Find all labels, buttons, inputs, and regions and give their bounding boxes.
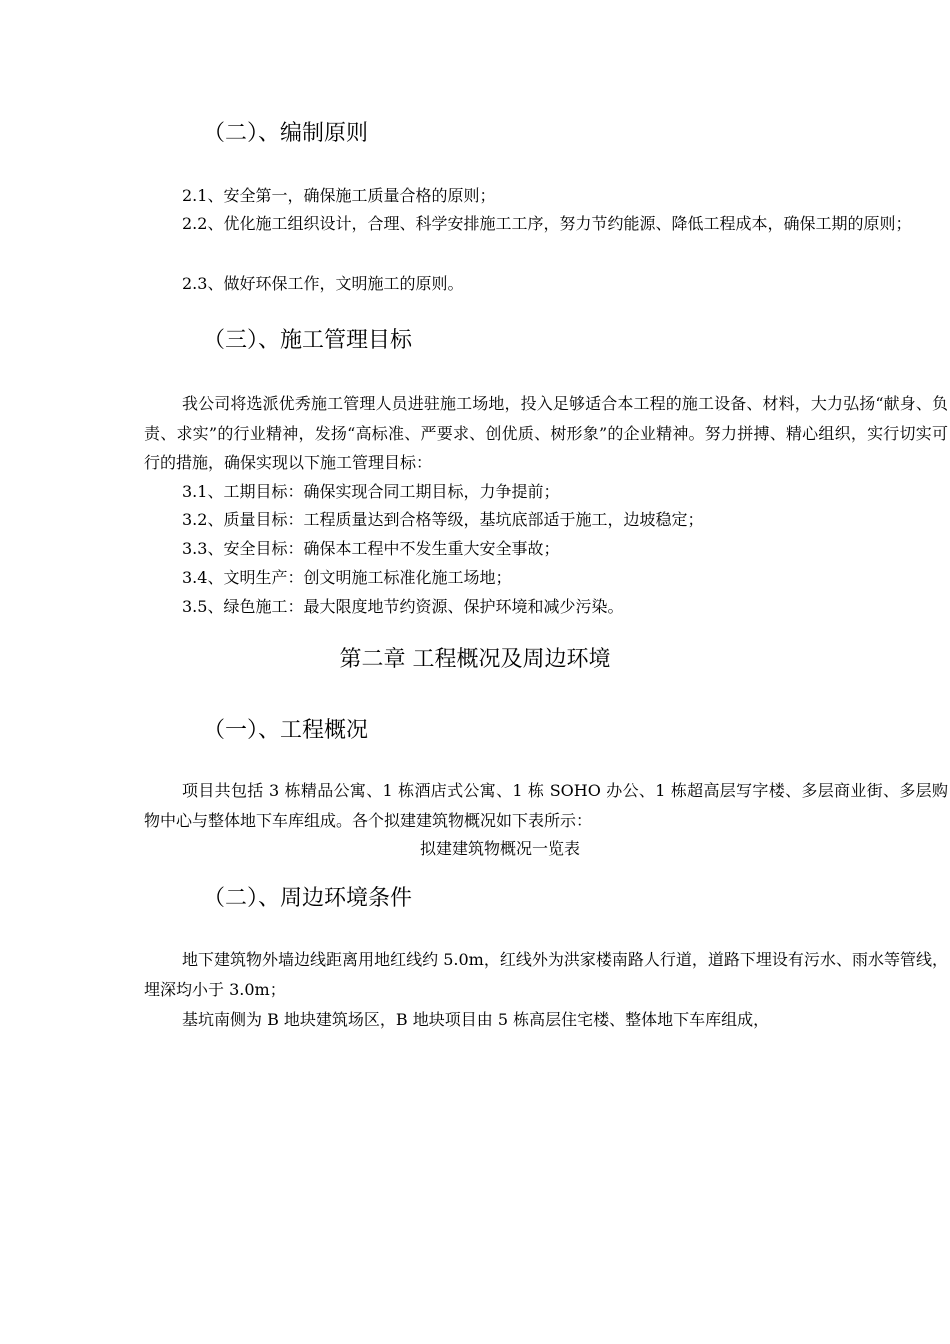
goal-item-3-5: 3.5、绿色施工：最大限度地节约资源、保护环境和减少污染。 — [182, 597, 624, 616]
principle-item-2-2: 2.2、优化施工组织设计，合理、科学安排施工工序，努力节约能源、降低工程成本，确保工期的原则； — [182, 214, 912, 233]
chapter-title: 第二章 工程概况及周边环境 — [339, 647, 611, 672]
table-caption: 拟建建筑物概况一览表 — [419, 839, 580, 858]
goal-item-3-3: 3.3、安全目标：确保本工程中不发生重大安全事故； — [182, 539, 560, 558]
section-heading-principles: （二）、编制原则 — [203, 121, 369, 146]
goals-intro-paragraph: 我公司将选派优秀施工管理人员进驻施工场地，投入足够适合本工程的施工设备、材料，大力弘扬“献身、负责、求实”的行业精神，发扬“高标准、严要求、创优质、树形象”的企业精神。努力拼搏、精心组织，实行切实可行的措施，确保实现以下施工管理目标： — [144, 394, 948, 472]
overview-paragraph: 项目共包括 3 栋精品公寓、1 栋酒店式公寓、1 栋 SOHO 办公、1 栋超高层写字楼、多层商业街、多层购物中心与整体地下车库组成。各个拟建建筑物概况如下表所示： — [144, 781, 948, 830]
principle-item-2-3: 2.3、做好环保工作，文明施工的原则。 — [182, 274, 464, 293]
section-heading-environment: （二）、周边环境条件 — [203, 886, 413, 911]
goal-item-3-1: 3.1、工期目标：确保实现合同工期目标，力争提前； — [182, 482, 560, 501]
principle-item-2-1: 2.1、安全第一，确保施工质量合格的原则； — [182, 186, 496, 205]
goal-item-3-4: 3.4、文明生产：创文明施工标准化施工场地； — [182, 568, 512, 587]
goal-item-3-2: 3.2、质量目标：工程质量达到合格等级，基坑底部适于施工，边坡稳定； — [182, 510, 704, 529]
section-heading-overview: （一）、工程概况 — [203, 718, 369, 743]
environment-paragraph-2: 基坑南侧为 B 地块建筑场区，B 地块项目由 5 栋高层住宅楼、整体地下车库组成， — [182, 1010, 770, 1029]
section-heading-goals: （三）、施工管理目标 — [203, 328, 413, 353]
environment-paragraph: 地下建筑物外墙边线距离用地红线约 5.0m，红线外为洪家楼南路人行道，道路下埋设有污水、雨水等管线，埋深均小于 3.0m； — [144, 950, 948, 999]
